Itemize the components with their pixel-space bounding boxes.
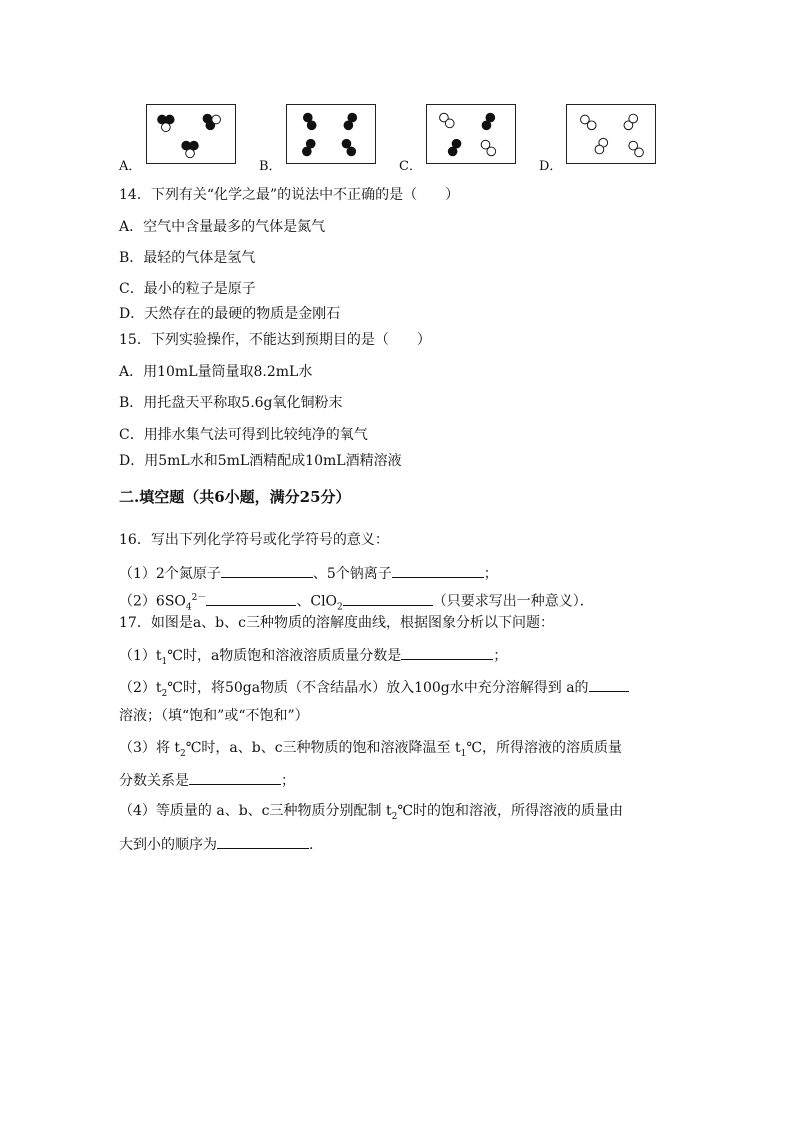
q17-part1 xyxy=(119,645,507,671)
q16-part1 xyxy=(119,563,498,583)
q16-p2-end: （只要求写出一种意义）． xyxy=(432,593,594,610)
option-a-diagram xyxy=(146,104,236,164)
q17-p2-text-a: （2）t xyxy=(119,680,162,696)
q17-stem: 17．如图是a、b、c三种物质的溶解度曲线，根据图象分析以下问题： xyxy=(119,615,554,631)
option-d-label: D． xyxy=(539,159,563,174)
q17-p3-text-c: ℃，所得溶液的溶质质量 xyxy=(466,740,623,756)
q16-p2-text-b: 、ClO xyxy=(296,593,338,610)
q17-p3-text-b: ℃时，a、b、c三种物质的饱和溶液降温至 t xyxy=(185,740,461,756)
q16-p2-sub2: 2 xyxy=(337,602,343,613)
option-a-label: A． xyxy=(119,159,142,174)
molecule-diagram-c xyxy=(427,105,515,163)
q15-option-d: D．用5mL水和5mL酒精配成10mL酒精溶液 xyxy=(119,453,402,469)
q16-p2-text-a: （2）6SO xyxy=(119,593,186,610)
q17-p4-blank[interactable] xyxy=(217,834,309,849)
q15-option-a: A．用10mL量筒量取8.2mL水 xyxy=(119,364,313,380)
q17-p3-blank[interactable] xyxy=(189,770,281,785)
q17-part2 xyxy=(119,677,629,703)
q16-p2-sub: 4 xyxy=(185,602,192,613)
q17-p2-sub: 2 xyxy=(161,688,168,699)
q16-p1-end: ； xyxy=(483,566,498,582)
q17-p1-sub: 1 xyxy=(161,656,168,667)
q17-p1-text-a: （1）t xyxy=(119,648,162,664)
q17-p1-text-b: ℃时，a物质饱和溶液溶质质量分数是 xyxy=(167,648,402,664)
q15-option-c: C．用排水集气法可得到比较纯净的氧气 xyxy=(119,427,368,443)
q16-p2-sup: 2－ xyxy=(191,593,207,603)
q14-stem: 14．下列有关“化学之最”的说法中不正确的是（ ） xyxy=(119,187,460,203)
option-d-diagram xyxy=(566,104,656,164)
q14-option-a: A．空气中含量最多的气体是氮气 xyxy=(119,219,326,235)
q17-p4-text-a: （4）等质量的 a、b、c三种物质分别配制 t xyxy=(119,803,392,819)
q16-p2-blank-1[interactable] xyxy=(206,591,296,606)
q17-part4 xyxy=(119,802,623,826)
molecule-diagram-b xyxy=(287,105,375,163)
q15-stem: 15．下列实验操作，不能达到预期目的是（ ） xyxy=(119,332,431,348)
q17-p3-text-a: （3）将 t xyxy=(119,740,180,756)
q17-p1-blank[interactable] xyxy=(401,645,493,660)
q17-p4-line2-text: 大到小的顺序为 xyxy=(119,837,217,853)
q16-p1-text-b: 、5个钠离子 xyxy=(312,566,392,582)
q16-p2-blank-2[interactable] xyxy=(343,591,433,606)
molecule-diagram-d xyxy=(567,105,655,163)
q17-p4-sub: 2 xyxy=(391,811,398,822)
q16-p1-blank-2[interactable] xyxy=(392,563,484,578)
q14-option-d: D．天然存在的最硬的物质是金刚石 xyxy=(119,306,341,322)
q17-part3 xyxy=(119,739,622,763)
q17-p2-text-b: ℃时，将50ga物质（不含结晶水）放入100g水中充分溶解得到 a的 xyxy=(167,680,589,696)
option-b-diagram xyxy=(286,104,376,164)
q17-p3-sub2: 1 xyxy=(460,748,467,759)
molecule-diagram-a xyxy=(147,105,235,163)
q17-p4-text-b: ℃时的饱和溶液，所得溶液的质量由 xyxy=(397,803,623,819)
q14-option-c: C．最小的粒子是原子 xyxy=(119,281,256,297)
q16-part2 xyxy=(119,589,594,616)
option-b-label: B． xyxy=(259,159,282,174)
option-c-label: C． xyxy=(399,159,422,174)
q14-option-b: B．最轻的气体是氢气 xyxy=(119,250,256,266)
q17-p1-end: ； xyxy=(493,648,508,664)
section-heading: 二.填空题（共6小题，满分25分） xyxy=(119,488,351,506)
q17-p3-line2-text: 分数关系是 xyxy=(119,773,189,789)
option-c-diagram xyxy=(426,104,516,164)
q17-p4-end: . xyxy=(309,837,314,853)
q16-p1-blank-1[interactable] xyxy=(221,563,313,578)
q16-stem: 16．写出下列化学符号或化学符号的意义： xyxy=(119,532,389,548)
q15-option-b: B．用托盘天平称取5.6g氧化铜粉末 xyxy=(119,395,343,411)
q16-p1-text-a: （1）2个氮原子 xyxy=(119,566,221,582)
q17-part2-line2: 溶液；（填“饱和”或“不饱和”） xyxy=(119,708,309,724)
q17-p3-end: ； xyxy=(281,773,295,789)
q17-p2-blank[interactable] xyxy=(589,677,629,692)
q17-part3-line2 xyxy=(119,770,295,790)
q17-p3-sub: 2 xyxy=(179,748,186,759)
q17-part4-line2 xyxy=(119,834,313,854)
